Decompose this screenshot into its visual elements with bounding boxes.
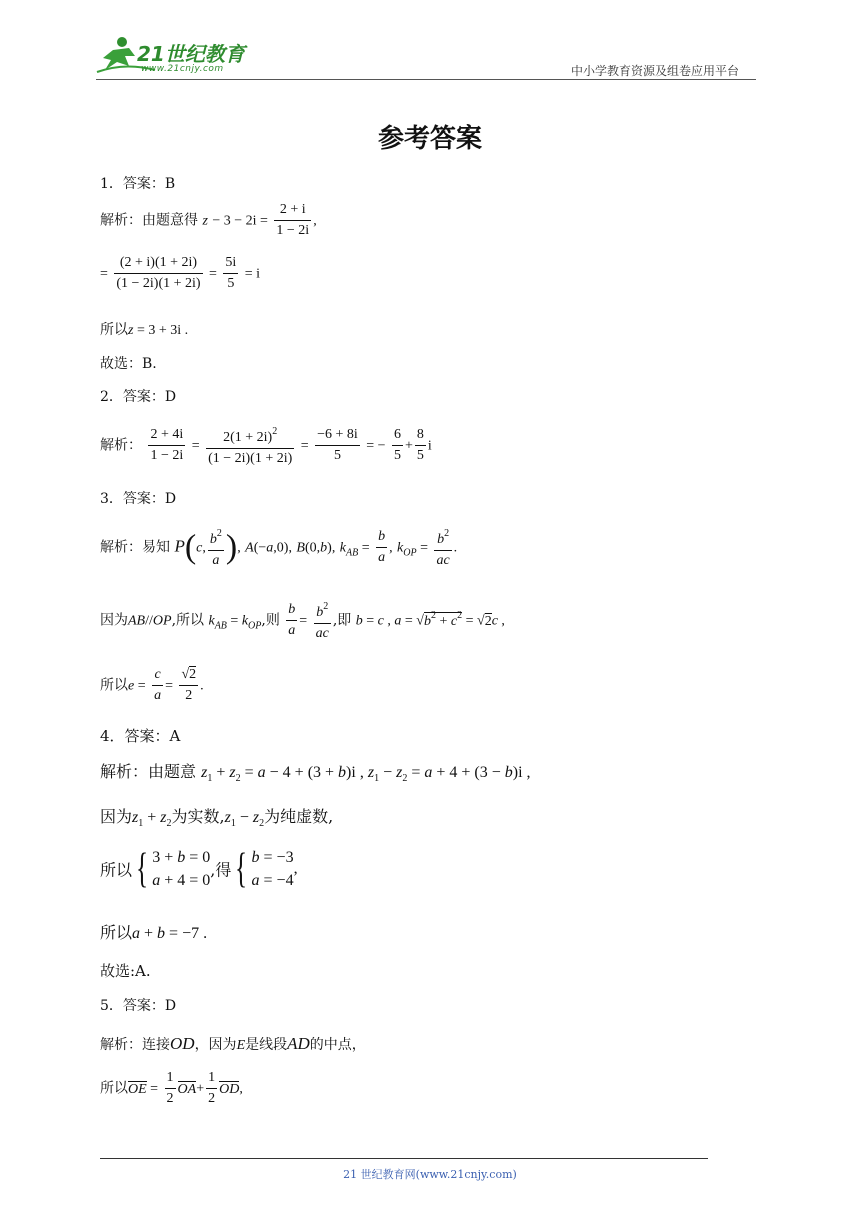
q4-so2: 所以 [100, 923, 133, 942]
q5-answer: 5．答案：D [100, 998, 177, 1014]
q4-step4: 所以a + b = −7 . [100, 923, 208, 942]
q5-mid3: 的中点， [309, 1037, 366, 1053]
q5-step1: 解析：连接OD，因为E是线段AD的中点， [100, 1034, 366, 1053]
q3-so2: 所以 [100, 677, 128, 694]
q2-answer: 2．答案：D [100, 389, 177, 405]
q1-step1: 解析：由题意得 z − 3 − 2i = $\frac{2 + i}{1 - 2i}$ , [100, 202, 317, 238]
footer-text[interactable]: 21 世纪教育网(www.21cnjy.com) [343, 1168, 517, 1181]
q3-answer: 3．答案：D [100, 491, 177, 507]
q3-ie: ,即 [332, 612, 352, 629]
q3-step2: 因为AB//OP,所以 $k_{AB} = k_{OP}$,则 $\frac{b}{a}$ = $\frac{b^2}{ac}$ ,即 b = c , $a = √b^2 + c^2 = √2c$ , [100, 597, 505, 644]
header-rule [96, 79, 756, 80]
q1-result: 所以z = 3 + 3i . [100, 322, 189, 338]
q5-mid2: 是线段 [245, 1037, 288, 1053]
q3-because: 因为 [100, 612, 128, 629]
q1-intro: 解析：由题意得 [100, 212, 198, 229]
q4-step3: 所以{ 3 + b = 0 a + 4 = 0,得{ b = −3 a = −4, [100, 846, 298, 892]
q2-intro: 解析： [100, 437, 142, 454]
q4-real: 为实数, [171, 807, 225, 826]
q4-get: ,得 [210, 860, 232, 880]
header-right-text: 中小学教育资源及组卷应用平台 [571, 64, 740, 78]
q4-step2: 因为$z_1 + z_2$为实数$,z_1 - z_2$为纯虚数, [100, 807, 334, 829]
q4-pure: 为纯虚数, [264, 807, 334, 826]
header-logo [95, 32, 265, 78]
q4-choose: 故选:A. [100, 962, 151, 980]
q4-so: 所以 [100, 860, 133, 880]
q4-answer: 4．答案：A [100, 727, 181, 745]
footer-rule [100, 1158, 708, 1159]
q1-so: 所以 [100, 322, 128, 338]
q4-intro: 解析：由题意 [100, 762, 197, 781]
page-title: 参考答案 [377, 124, 482, 154]
q5-intro: 解析：连接 [100, 1037, 170, 1053]
q2-step: 解析： $\frac{2 + 4i}{1 - 2i}$ = $\frac{2(1 + 2i)^2}{(1 - 2i)(1 + 2i)}$ = $\frac{-6 + 8i}{5}$ = − $\frac{6}{5}$ + $\frac{8}{5}$ i [100, 422, 432, 469]
q3-so-text: ,所以 [171, 612, 205, 629]
q3-then: ,则 [261, 612, 280, 629]
q4-step1: 解析：由题意 $z_1 + z_2 = a - 4 + (3 + b)i$ , $z_1 - z_2 = a + 4 + (3 - b)i$ , [100, 762, 531, 784]
q3-step1: 解析：易知 P(c, $\frac{b^2}{a}$ ), A(−a,0), B(0,b), $k_{AB}$ = $\frac{b}{a}$ , $k_{OP}$ = $\frac{b^2}{ac}$ . [100, 524, 457, 571]
q3-intro: 解析：易知 [100, 539, 170, 556]
logo-url: www.21cnjy.com [141, 64, 224, 74]
logo-text: 21世纪教育 [137, 42, 245, 66]
q1-step2: = $\frac{(2 + i)(1 + 2i)}{(1 - 2i)(1 + 2i)}$ = $\frac{5i}{5}$ = i [100, 255, 261, 291]
q5-so: 所以 [100, 1080, 128, 1097]
q5-mid1: ，因为 [194, 1037, 237, 1053]
q3-step3: 所以e = $\frac{c}{a}$ = $\frac{√2}{2}$ . [100, 667, 204, 703]
q4-because: 因为 [100, 807, 133, 826]
q5-step2: 所以OE = $\frac{1}{2}$ OA+ $\frac{1}{2}$ OD, [100, 1070, 243, 1106]
q1-choose: 故选：B. [100, 356, 157, 372]
q1-answer: 1．答案：B [100, 176, 176, 192]
